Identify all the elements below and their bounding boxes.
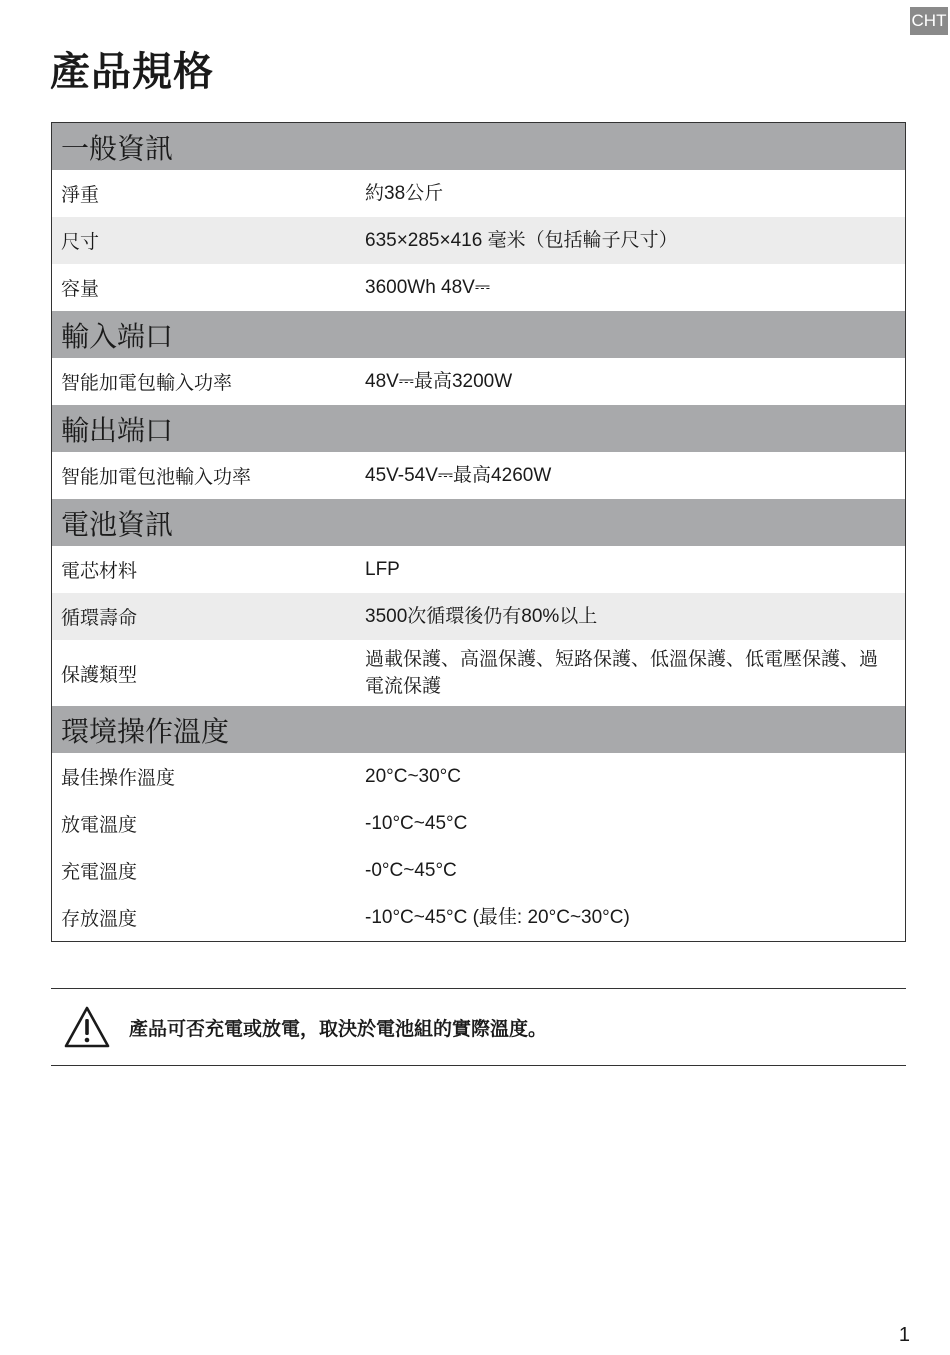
- language-tab: CHT: [910, 7, 948, 35]
- row-label: 智能加電包池輸入功率: [61, 466, 252, 488]
- table-row: [52, 847, 905, 894]
- table-row: [52, 640, 905, 706]
- row-label: 充電溫度: [61, 861, 138, 883]
- table-row: [52, 546, 905, 593]
- row-label: 放電溫度: [61, 814, 138, 836]
- caution-text: 產品可否充電或放電，取決於電池組的實際溫度。: [129, 1017, 548, 1040]
- table-row: [52, 753, 905, 800]
- row-value: 635×285×416 毫米（包括輪子尺寸）: [365, 230, 678, 251]
- row-value: -10°C~45°C: [365, 813, 468, 834]
- table-row: [52, 894, 905, 941]
- row-label: 循環壽命: [61, 607, 138, 629]
- row-label: 保護類型: [61, 663, 138, 686]
- row-value: 3500次循環後仍有80%以上: [365, 606, 598, 627]
- warning-triangle-icon: [63, 1005, 111, 1049]
- row-label: 存放溫度: [61, 908, 138, 930]
- row-label: 容量: [61, 278, 100, 300]
- table-row: [52, 217, 905, 264]
- section-header-output-port: 輸出端口: [52, 405, 905, 452]
- page-number: 1: [898, 1324, 910, 1346]
- spec-table: [51, 122, 906, 942]
- table-row: [52, 264, 905, 311]
- row-value: LFP: [365, 559, 400, 580]
- row-value: -10°C~45°C (最佳: 20°C~30°C): [365, 907, 630, 928]
- caution-note: [51, 988, 906, 1066]
- row-value: 過載保護、高溫保護、短路保護、低溫保護、低電壓保護、過電流保護: [365, 649, 879, 697]
- row-label: 尺寸: [61, 231, 100, 253]
- table-row: [52, 452, 905, 499]
- page-title: 產品規格: [50, 49, 214, 95]
- table-row: [52, 593, 905, 640]
- section-header-environment: 環境操作溫度: [52, 706, 905, 753]
- row-value: 45V-54V⎓最高4260W: [365, 465, 552, 486]
- table-row: [52, 358, 905, 405]
- row-value: 約38公斤: [365, 183, 444, 204]
- row-value: -0°C~45°C: [365, 860, 457, 881]
- row-value: 48V⎓最高3200W: [365, 371, 513, 392]
- section-header-input-port: 輸入端口: [52, 311, 905, 358]
- section-header-general: 一般資訊: [52, 123, 905, 170]
- table-row: [52, 800, 905, 847]
- row-label: 電芯材料: [61, 560, 138, 582]
- row-label: 智能加電包輸入功率: [61, 372, 233, 394]
- row-label: 淨重: [61, 184, 100, 206]
- row-value: 3600Wh 48V⎓: [365, 277, 491, 298]
- row-label: 最佳操作溫度: [61, 767, 176, 789]
- table-row: [52, 170, 905, 217]
- section-header-battery: 電池資訊: [52, 499, 905, 546]
- row-value: 20°C~30°C: [365, 766, 462, 787]
